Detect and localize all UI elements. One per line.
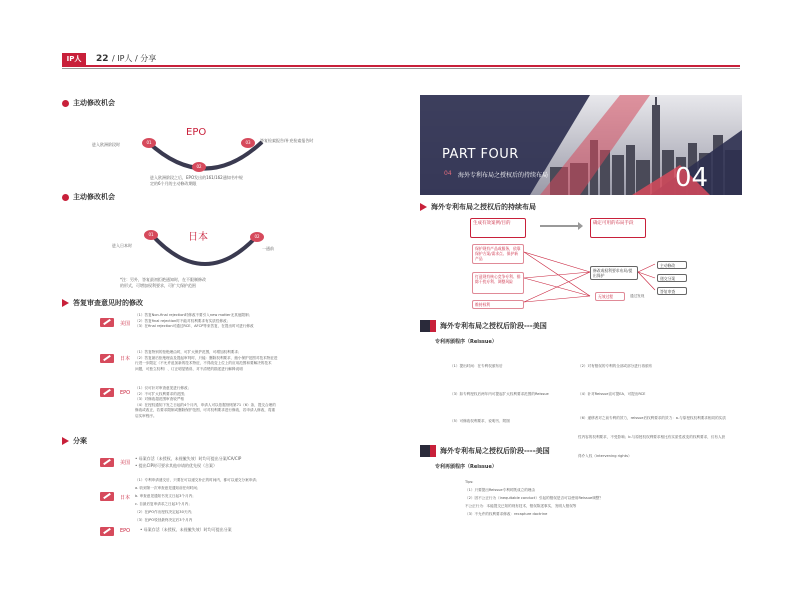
node-invalidation: 无效过程 — [595, 292, 625, 301]
arrow-icon — [62, 299, 69, 307]
banner-part-label: PART FOUR — [442, 147, 519, 162]
header-divider-thin — [62, 68, 740, 69]
reissue-item-1 — [450, 352, 560, 371]
list-item: • 母案存活（未授权、未视撤失效）时均可提出分案/CA/CIP — [135, 456, 242, 461]
page-number: 22 — [96, 54, 109, 64]
epo-center-label: EPO — [186, 127, 207, 138]
item-num: （3） — [450, 392, 460, 396]
section-title-active-amend-epo — [62, 98, 115, 108]
jp-right-text: 一通前 — [262, 246, 274, 251]
item-num: （6） — [578, 416, 588, 420]
section-title-text: 主动修改机会 — [73, 193, 115, 201]
item-num: （1） — [450, 364, 460, 368]
jp-note-2: 的形式，可增加权利要求，可扩大保护范围 — [120, 283, 196, 288]
us-label: 美国 — [120, 460, 131, 466]
reissue-item-3 — [450, 380, 560, 399]
node-amend-claims: 修改或权利要求布局/提出保护 — [590, 266, 638, 280]
banner — [420, 95, 742, 195]
section-bar-us-1 — [420, 320, 547, 332]
list-item: 启实审程序。 — [135, 413, 157, 418]
list-item: （1）仅可针对审查意见进行修改； — [135, 386, 192, 390]
node-active-amend: 主动修改 — [657, 261, 687, 269]
list-item: （2）答复最后拒绝理由及提起审判时，只能：删除权利要求、缩小保护范围对技术特征进 — [135, 355, 278, 360]
list-item: （4）在授权通知下发之日起的4个月内，申请人可以依据细则第71（6）条，提交合理的 — [135, 402, 276, 407]
epo-tag-icon — [100, 388, 114, 397]
jp-label: 日本 — [120, 495, 131, 501]
section-title-text: 海外专利布局之授权后阶段----美国 — [440, 447, 550, 455]
arrow-right-icon — [540, 225, 580, 227]
us-label: 美国 — [120, 321, 131, 327]
epo-step-03: 03 — [241, 138, 255, 148]
us-tag-icon — [100, 318, 114, 327]
list-item: c. 自最后复审请求之日起3个月内； — [135, 502, 192, 506]
breadcrumb: / IP人 / 分享 — [112, 54, 157, 63]
section-title-persistent-layout — [420, 202, 536, 212]
list-item: • 母案存活（未授权、未视撤失效）时均可提出分案 — [140, 527, 232, 532]
item-text: 对有错误的专利的全部或部分进行再颁布 — [587, 364, 653, 368]
list-item: （1）答复特别的拒绝理由时，可扩大保护范围，可增加权利要求； — [135, 350, 242, 354]
jp-tag-icon — [100, 354, 114, 363]
section-title-oa-amend — [62, 298, 143, 308]
tips-label: Tips: — [465, 480, 474, 484]
banner-sub-num: 04 — [444, 170, 452, 177]
div-us-list — [135, 455, 241, 469]
oa-us-list — [135, 313, 254, 330]
tips-block — [465, 478, 603, 518]
list-item: （1）专利申请递交后，只要在可以递交补正的时间内，都可以递交分案申请； — [135, 478, 260, 482]
section-title-divisional — [62, 436, 87, 446]
reissue-item-2 — [578, 352, 718, 371]
bar-dark — [420, 320, 430, 332]
reissue-item-5 — [450, 407, 560, 426]
section-title-text: 海外专利布局之授权后的持续布局 — [431, 203, 536, 211]
section-title-text: 分案 — [73, 437, 87, 445]
item-num: （4） — [578, 392, 588, 396]
item-text: 针对Reissue宣可提EA、可提出RCE — [587, 392, 646, 396]
jp-center-label: 日本 — [188, 232, 208, 243]
epo-bottom-text-1: 进入欧洲阶段之后，EPO发出的161/162通知书中规 — [150, 175, 243, 180]
subtitle-reissue-2: 专利再颁程序（Reissue） — [435, 464, 497, 470]
logo: IP人 — [62, 53, 86, 65]
item-num: （2） — [578, 364, 588, 368]
chip-protect-product: 保护现有产品或服务，依靠保护方案/需求点、保护新产品 — [472, 244, 524, 264]
reissue-item-4 — [578, 380, 718, 399]
banner-big-number: 04 — [675, 163, 709, 193]
list-item: （1）答复Non-final rejection时修改不要引入new matter无其他限制； — [135, 313, 253, 317]
epo-right-text: 答复检索报告/补充检索报告时 — [260, 138, 314, 143]
list-item: • 提出CIP时可要求其他申请的优先权（合案） — [135, 463, 218, 468]
item-text: 可修改权利要求、说明书、附图 — [459, 419, 510, 423]
us-tag-icon — [100, 458, 114, 467]
section-title-active-amend-jp — [62, 192, 115, 202]
list-item: （3）在final rejection可通过RCE、AFCP等来答复，在提出时可进行修改 — [135, 324, 254, 328]
epo-step-02: 02 — [192, 162, 206, 172]
list-item: 行进一步限定（不允许追加新的技术特征，不得改变上位上的应用范围和要解决的技术 — [135, 361, 272, 365]
list-item: 问题，可独立权利）、订正明显错误、对不清楚的描述进行解释说明 — [135, 366, 243, 371]
oa-epo-list — [135, 386, 276, 419]
bar-dark — [420, 445, 430, 457]
epo-bottom-text-2: 定的6个月的主动修改期限 — [150, 181, 197, 186]
arrow-icon — [420, 203, 427, 211]
jp-arc-diagram — [140, 215, 270, 275]
list-item: 修改或改正，若要求限制或删除保护范围，可对权利要求进行修改，若申请人修改，将重 — [135, 408, 276, 412]
box-layout-means: 确定可用的布局手段 — [590, 218, 646, 238]
list-item: （2）答复final rejection时不能对权利要求有实质性修改； — [135, 318, 231, 323]
jp-step-02: 02 — [250, 232, 264, 242]
bullet-icon — [62, 100, 69, 107]
tip-item: （1）只要提出Reissue专利时既成立的理由 — [465, 488, 535, 492]
chip-maintain-rights: 维持权利 — [472, 300, 524, 309]
item-text: 递移者对之前专利的效力，reissue后权利要求的效力：a.与原授权权利要求相同的实质性内容的权利要求，不受影响；b.与原授权权利要求相比有实质性改变的权利要求，仅有人获得介入权（intervening rights） — [578, 416, 726, 458]
node-oa-response: 答复审查 — [657, 287, 687, 295]
tip-item: 不公正行为：本能提交已知的现有技术，错误陈述事实，发明人错误等 — [465, 504, 577, 508]
node-submit-divisional: 递交分案 — [657, 274, 687, 282]
epo-step-01: 01 — [142, 138, 156, 148]
tip-item: （2）因不公正行为（inequitable conduct）引起的错误是否可以使用Reissue调整？ — [465, 496, 603, 500]
box-generate-case: 生成有效案例/目的 — [470, 218, 526, 238]
epo-left-text: 进入欧洲阶段时 — [92, 142, 120, 147]
list-item: b. 审查意见通知书发文日起3个月内； — [135, 494, 196, 498]
epo-label: EPO — [120, 390, 131, 396]
jp-label: 日本 — [120, 356, 131, 362]
item-num: （5） — [450, 419, 460, 423]
arrow-icon — [62, 437, 69, 445]
jp-left-text: 进入日本时 — [112, 243, 132, 248]
div-jp-list — [135, 476, 259, 524]
label-via-discovery: 通过发现 — [630, 294, 645, 298]
jp-step-01: 01 — [144, 230, 158, 240]
arrow-head-icon — [578, 222, 583, 230]
header-divider — [62, 65, 740, 67]
jp-note-1: *注：另外，答复最初拒绝通知时，在不限制修改 — [120, 277, 206, 282]
list-item: a. 收到第一次审查意见通知前任何时间； — [135, 486, 201, 490]
subtitle-reissue-1: 专利再颁程序（Reissue） — [435, 339, 497, 345]
reissue-item-6 — [578, 404, 728, 461]
oa-jp-list — [135, 350, 277, 372]
bullet-icon — [62, 194, 69, 201]
jp-tag-icon — [100, 492, 114, 501]
item-text: 如专利授权后两年内可提起扩大权利要求范围的Reissue — [459, 392, 549, 396]
section-title-text: 主动修改机会 — [73, 99, 115, 107]
list-item: （2）不可扩大权利要求的范围； — [135, 391, 188, 396]
chip-core-competition: 打造现有核心竞争专利、排除干扰专利、调整风险 — [472, 272, 524, 294]
section-title-text: 答复审查意见时的修改 — [73, 299, 143, 307]
div-epo-list — [140, 527, 232, 533]
tip-item: （3）不允许的权利要求修改：recapture doctrine — [465, 512, 548, 516]
list-item: （3）在JPO驳回最终决定后3个月内 — [135, 518, 193, 522]
epo-tag-icon — [100, 527, 114, 536]
list-item: （2）在JPO作出授权决定起30天内； — [135, 510, 195, 514]
list-item: （3）对修改超范围审查较严格 — [135, 397, 185, 401]
section-title-text: 海外专利布局之授权后阶段---美国 — [440, 322, 547, 330]
bar-red — [430, 320, 436, 332]
bar-red — [430, 445, 436, 457]
item-text: 提出时间：在专利权颁布后 — [459, 364, 503, 368]
banner-sub-text: 海外专利布局之授权后的持续布局 — [458, 172, 549, 179]
section-bar-us-2 — [420, 445, 550, 457]
epo-label: EPO — [120, 528, 131, 534]
